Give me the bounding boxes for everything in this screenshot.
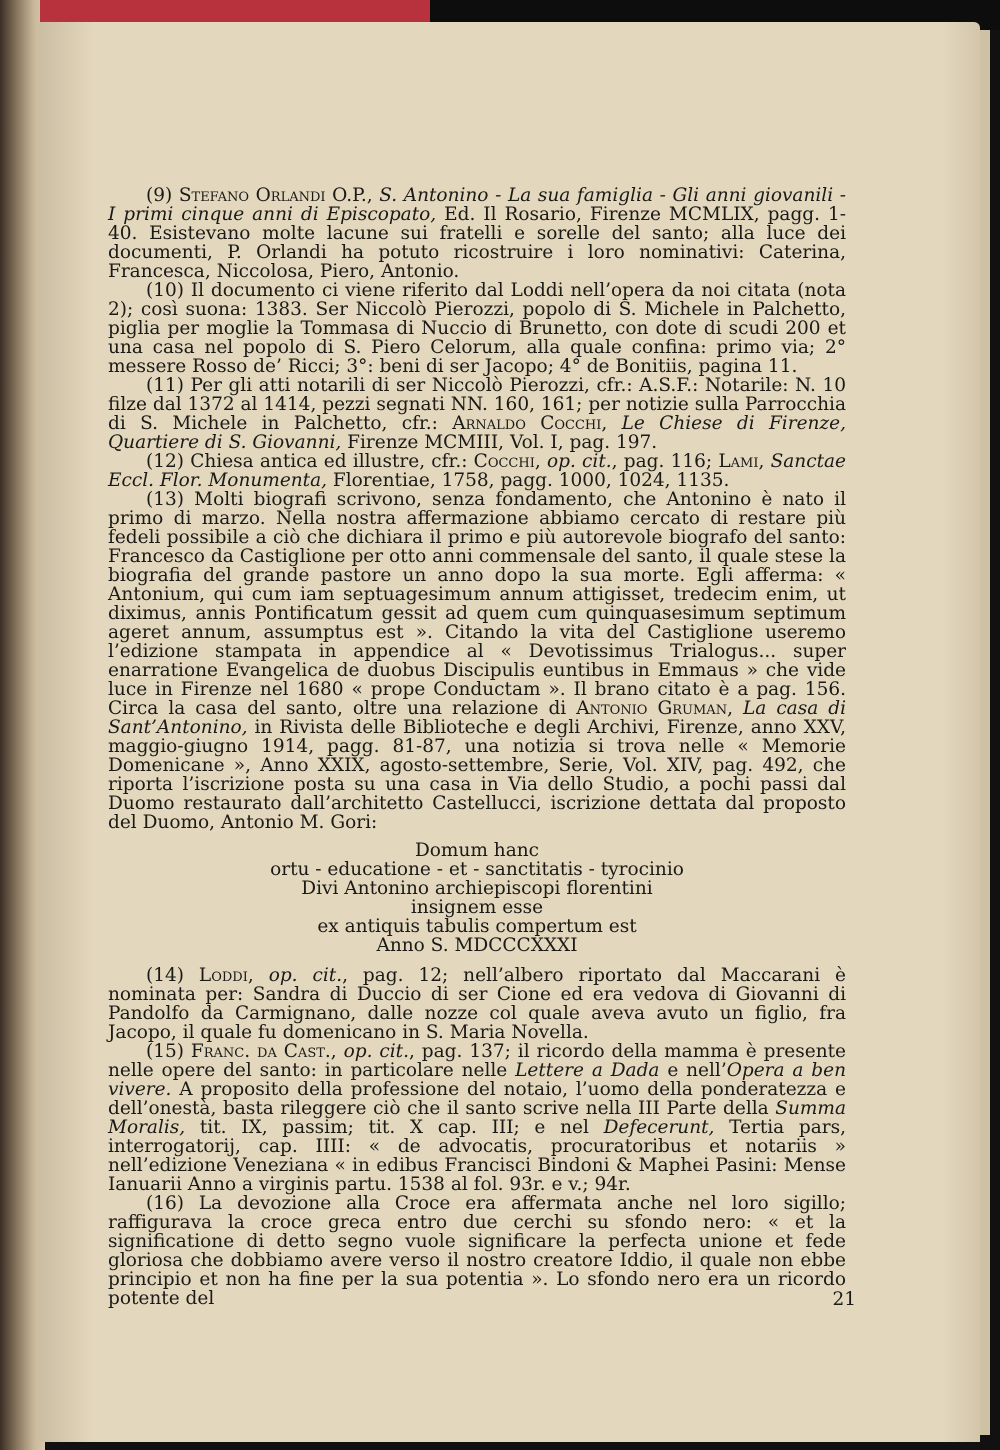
inscription — [108, 841, 846, 955]
footnote-15: (15) Franc. da Cast., op. cit., pag. 137; il ricordo della mamma è presente nelle opere del santo: in particolare nelle Lettere a Dada e nell’Opera a ben vivere. A proposito della professione del notaio, l’uomo della ponderatezza e dell’onestà, basta rileggere ciò che il santo scrive nella III Parte della Summa Moralis, tit. IX, passim; tit. X cap. III; e nel Defecerunt, Tertia pars, interrogatorij, cap. IIII: « de advocatis, procuratoribus et notariis » nell’edizione Veneziana « in edibus Francisci Bindoni & Maphei Pasini: Mense Ianuarii Anno a virginis partu. 1538 al fol. 93r. e v.; 94r. — [108, 1041, 846, 1195]
work-title: La casa di Sant’Antonino, — [108, 698, 847, 738]
work-title: Summa Moralis, — [108, 1098, 846, 1138]
author-name: Stefano Orlandi — [178, 185, 326, 206]
work-title: Defecerunt, — [603, 1117, 715, 1138]
footnotes-block — [108, 186, 846, 1308]
work-title: Lettere a Dada — [515, 1060, 660, 1081]
inscription-line: ex antiquis tabulis compertum est — [317, 916, 637, 937]
footnote-16: (16) La devozione alla Croce era affermata anche nel loro sigillo; raffigurava la croce greca entro due cerchi su sfondo nero: « et la significatione di detto segno vuole significare la perfecta unione et fede gloriosa che dobbiamo avere verso il nostro creatore Iddio, il quale non ebbe principio et non ha fine per la sua potentia ». Lo sfondo nero era un ricordo potente del — [108, 1193, 846, 1309]
page-number: 21 — [832, 1289, 856, 1310]
work-title: Le Chiese di Firenze, Quartiere di S. Giovanni, — [108, 413, 847, 453]
author-name: Cocchi — [473, 451, 535, 472]
footnote-14: (14) Loddi, op. cit., pag. 12; nell’albero riportato dal Maccarani è nominata per: Sandra di Duccio di ser Cione ed era vedova di Giovanni di Pandolfo da Carmignano, dalle nozze col quale aveva avuto un figlio, fra Jacopo, il quale fu domenicano in S. Maria Novella. — [108, 965, 847, 1043]
footnote-11: (11) Per gli atti notarili di ser Niccolò Pierozzi, cfr.: A.S.F.: Notarile: N. 10 filze dal 1372 al 1414, pezzi segnati NN. 160, 161; per notizie sulla Parrocchia di S. Michele in Palchetto, cfr.: Arnaldo Cocchi, Le Chiese di Firenze, Quartiere di S. Giovanni, Firenze MCMIII, Vol. I, pag. 197. — [108, 375, 847, 453]
footnote-9: (9) Stefano Orlandi O.P., S. Antonino - La sua famiglia - Gli anni giovanili - I primi cinque anni di Episcopato, Ed. Il Rosario, Firenze MCMLIX, pagg. 1-40. Esistevano molte lacune sui fratelli e sorelle del santo; alla luce dei documenti, P. Orlandi ha potuto ricostruire i loro nominativi: Caterina, Francesca, Niccolosa, Piero, Antonio. — [108, 185, 847, 282]
inscription-line: insignem esse — [410, 897, 544, 918]
author-name: Loddi — [198, 965, 248, 986]
author-name: Antonio Gruman — [576, 698, 728, 719]
inscription-line: ortu - educatione - et - sanctitatis - tyrocinio — [270, 859, 684, 880]
author-name: Arnaldo Cocchi — [452, 413, 602, 434]
author-name: Lami — [718, 451, 759, 472]
work-title: S. Antonino - La sua famiglia - Gli anni giovanili - I primi cinque anni di Episcopato, — [108, 185, 847, 225]
footnote-12: (12) Chiesa antica ed illustre, cfr.: Cocchi, op. cit., pag. 116; Lami, Sanctae Eccl. Flor. Monumenta, Florentiae, 1758, pagg. 1000, 1024, 1135. — [108, 451, 846, 491]
work-title: Opera a ben vivere. — [108, 1060, 846, 1100]
footnote-13: (13) Molti biografi scrivono, senza fondamento, che Antonino è nato il primo di marzo. Nella nostra affermazione abbiamo cercato di restare più fedeli possibile a ciò che dichiara il primo e più autorevole biografo del santo: Francesco da Castiglione per otto anni commensale del santo, il quale stese la biografia del grande pastore un anno dopo la sua morte. Egli afferma: « Antonium, qui cum iam septuagesimum annum attigisset, tredecim enim, ut diximus, annis Pontificatum gessit ad quem cum quinquasesimum septimum ageret annum, assumptus est ». Citando la vita del Castiglione useremo l’edizione stampata in appendice al « Devotissimus Trialogus... super enarratione Evangelica de duobus Discipulis euntibus in Emmaus » che vide luce in Firenze nel 1680 « prope Conductam ». Il brano citato è a pag. 156. Circa la casa del santo, oltre una relazione di Antonio Gruman, La casa di Sant’Antonino, in Rivista delle Biblioteche e degli Archivi, Firenze, anno XXV, maggio-giugno 1914, pagg. 81-87, una notizia si trova nelle « Memorie Domenicane », Anno XXIX, agosto-settembre, Serie, Vol. XIV, pag. 492, che riporta l’iscrizione posta su una casa in Via dello Studio, a pochi passi dal Duomo restaurato dall’architetto Castellucci, iscrizione dettata dal proposto del Duomo, Antonio M. Gori: — [108, 489, 847, 833]
inscription-line: Domum hanc — [414, 840, 540, 861]
red-bookmark-strip — [40, 0, 430, 24]
footnote-10: (10) Il documento ci viene riferito dal Loddi nell’opera da noi citata (nota 2); così suona: 1383. Ser Niccolò Pierozzi, popolo di S. Michele in Palchetto, piglia per moglie la Tommasa di Nuccio di Brunetto, con dote di scudi 200 et una casa nel popolo di S. Piero Celorum, alla quale confina: primo via; 2° messere Rosso de’ Ricci; 3°: beni di ser Jacopo; 4° de Bonitiis, pagina 11. — [108, 280, 846, 377]
work-title: Sanctae Eccl. Flor. Monumenta, — [108, 451, 846, 491]
inscription-line: Divi Antonino archiepiscopi florentini — [301, 878, 653, 899]
inscription-line: Anno S. MDCCCXXXI — [376, 935, 578, 956]
author-name: Franc. da Cast. — [190, 1041, 331, 1062]
